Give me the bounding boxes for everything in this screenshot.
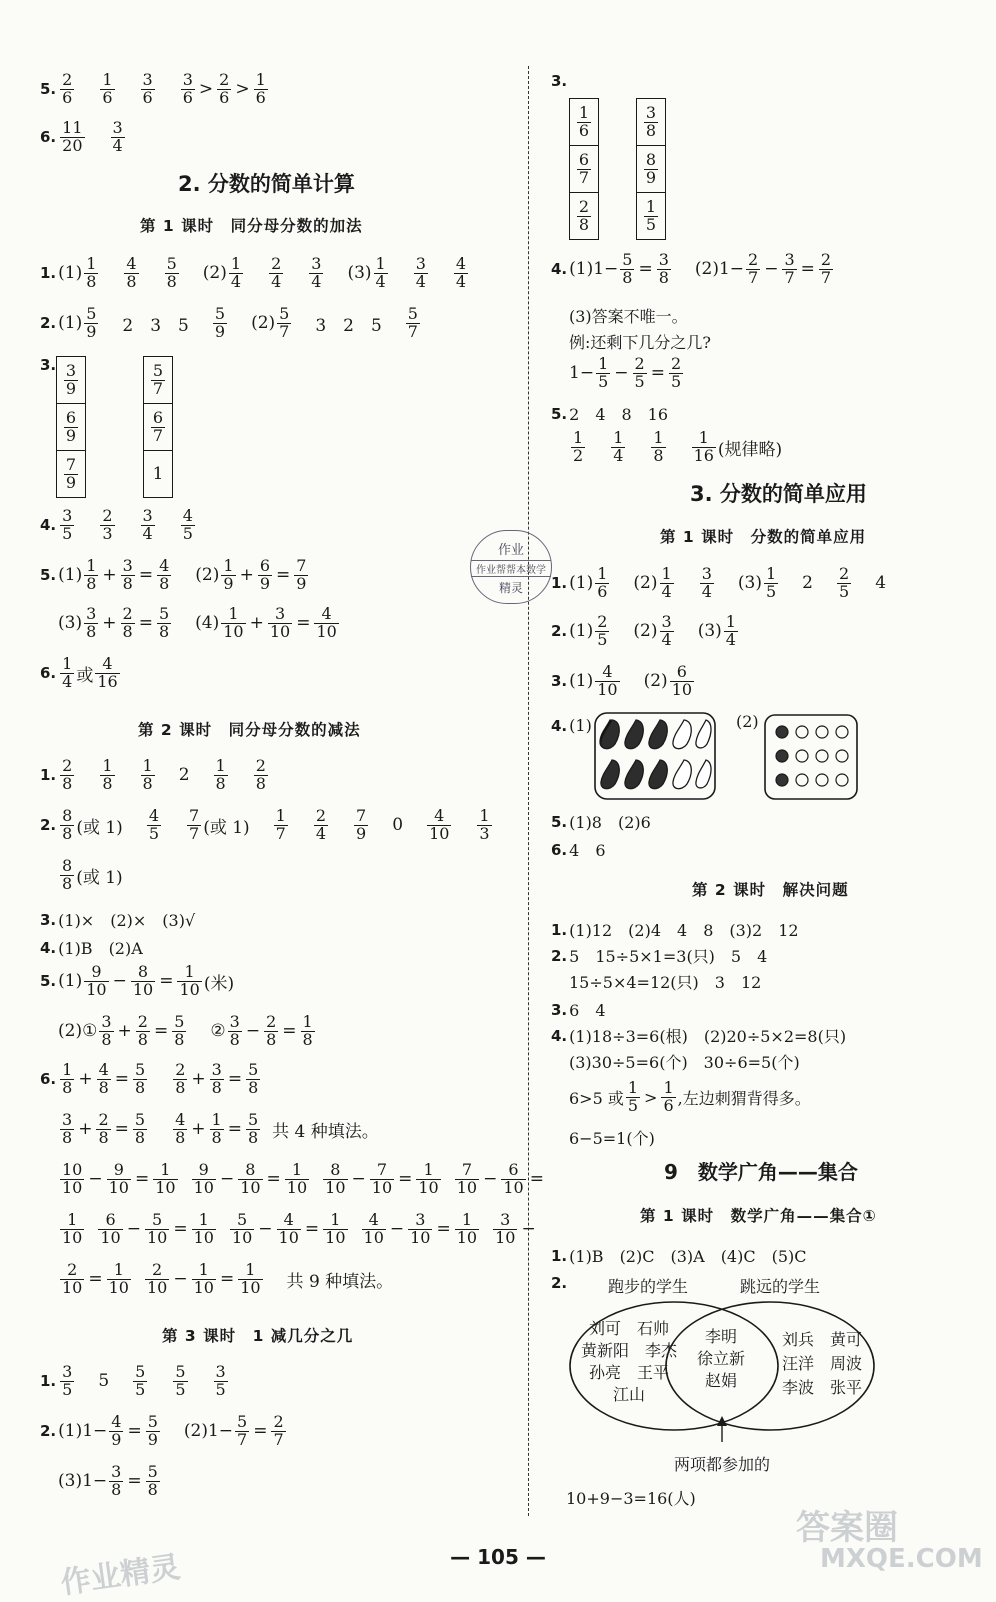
answer-b2-cont: $\frac{8}{8}$ (或 1) bbox=[62, 856, 123, 893]
answer-r4-example: 例:还剩下几分之几? bbox=[569, 333, 711, 352]
answer-r4: 4. (1)1− $\frac{5}{8}$ = $\frac{3}{8}$ (2)1− $\frac{2}{7}$ − $\frac{3}{7}$ = $\frac{2}{7}$ bbox=[551, 250, 832, 287]
venn-left-names: 刘可 石帅 黄新阳 李杰 孙亮 王平 江山 bbox=[580, 1319, 677, 1404]
fraction: $\frac{3}{4}$ bbox=[112, 118, 123, 155]
stamp: 作业 作业帮帮本数学 精灵 bbox=[470, 530, 552, 604]
answer-6: 6. $\frac{11}{20}$ $\frac{3}{4}$ bbox=[40, 118, 123, 155]
chapter-title: 9 数学广角——集合 bbox=[664, 1160, 858, 1184]
lesson-title: 第 2 课时 同分母分数的减法 bbox=[138, 721, 361, 739]
answer-a1: 1. (1) $\frac{1}{8}$ $\frac{4}{8}$ $\frac{5}{8}$ (2) $\frac{1}{4}$ $\frac{2}{4}$ $\frac{3}{4}$ (3) $\frac{1}{4}$ $\frac{3}{4}$ $\frac{4}{4}$ bbox=[40, 254, 467, 291]
answer-t4-result: 6−5=1(个) bbox=[569, 1129, 655, 1148]
answer-b6: 6. $\frac{1}{8}$ + $\frac{4}{8}$ = $\frac{5}{8}$ $\frac{2}{8}$ + $\frac{3}{8}$ = $\frac{5}{8}$ bbox=[40, 1060, 259, 1097]
answer-s6: 6. 4 6 bbox=[551, 840, 606, 860]
answer-t2-cont: 15÷5×4=12(只) 3 12 bbox=[569, 973, 762, 992]
answer-b3: 3. (1)× (2)× (3)√ bbox=[40, 910, 196, 930]
venn-middle-names: 李明 徐立新 赵娟 bbox=[696, 1327, 745, 1390]
page-number: — 105 — bbox=[450, 1545, 546, 1569]
fraction-box-column: $\frac{5}{7}$ $\frac{6}{7}$ 1 bbox=[143, 356, 173, 498]
lesson-title: 第 2 课时 解决问题 bbox=[692, 881, 849, 899]
fraction: $\frac{3}{6}$ bbox=[142, 70, 153, 107]
lesson-title: 第 1 课时 分数的简单应用 bbox=[660, 528, 867, 546]
answer-b6-row3: $\frac{10}{10}$ − $\frac{9}{10}$ = $\frac{1}{10}$ $\frac{9}{10}$ − $\frac{8}{10}$ = $\frac{1}{10}$ $\frac{8}{10}$ − $\frac{7}{10}$ = $\frac{1}{10}$ $\frac{7}{10}$ − $\frac{6}{10}$ = bbox=[62, 1160, 544, 1197]
fraction: $\frac{11}{20}$ bbox=[62, 118, 83, 155]
answer-t1: 1. (1)12 (2)4 4 8 (3)2 12 bbox=[551, 920, 799, 940]
answer-b6-row5: $\frac{2}{10}$ = $\frac{1}{10}$ $\frac{2}{10}$ − $\frac{1}{10}$ = $\frac{1}{10}$ 共 9 种填法。 bbox=[62, 1260, 394, 1297]
answer-u1: 1. (1)B (2)C (3)A (4)C (5)C bbox=[551, 1246, 807, 1266]
section-title: 2. 分数的简单计算 bbox=[178, 172, 355, 196]
answer-a2: 2. (1) $\frac{5}{9}$ 2 3 5 $\frac{5}{9}$ (2) $\frac{5}{7}$ 3 2 5 $\frac{5}{7}$ bbox=[40, 304, 418, 341]
answer-b1: 1. $\frac{2}{8}$ $\frac{1}{8}$ $\frac{1}{8}$ 2 $\frac{1}{8}$ $\frac{2}{8}$ bbox=[40, 756, 266, 793]
answer-t4: 4. (1)18÷3=6(根) (2)20÷5×2=8(只) bbox=[551, 1026, 847, 1046]
answer-b6-row4: $\frac{1}{10}$ $\frac{6}{10}$ − $\frac{5}{10}$ = $\frac{1}{10}$ $\frac{5}{10}$ − $\frac{4}{10}$ = $\frac{1}{10}$ $\frac{4}{10}$ − $\frac{3}{10}$ = $\frac{1}{10}$ $\frac{3}{10}$ − bbox=[62, 1210, 536, 1247]
answer-t3: 3. 6 4 bbox=[551, 1000, 606, 1020]
fraction-box-column: $\frac{3}{8}$ $\frac{8}{9}$ $\frac{1}{5}$ bbox=[636, 98, 666, 240]
answer-5: 5. $\frac{2}{6}$ $\frac{1}{6}$ $\frac{3}{6}$ $\frac{3}{6}$ > $\frac{2}{6}$ > $\frac{1}{6}$ bbox=[40, 70, 266, 107]
watermark-url: MXQE.COM bbox=[820, 1544, 983, 1574]
answer-a5-cont: (3) $\frac{3}{8}$ + $\frac{2}{8}$ = $\frac{5}{8}$ (4) $\frac{1}{10}$ + $\frac{3}{10}$ = $\frac{4}{10}$ bbox=[58, 604, 337, 641]
watermark-left: 作业精灵 bbox=[58, 1549, 183, 1602]
flower-grid-picture bbox=[764, 714, 858, 800]
fraction: $\frac{3}{6}$ bbox=[182, 70, 193, 107]
fraction-box-column: $\frac{3}{9}$ $\frac{6}{9}$ $\frac{7}{9}$ bbox=[56, 356, 86, 498]
answer-r4-expression: 1− $\frac{1}{5}$ − $\frac{2}{5}$ = $\frac{2}{5}$ bbox=[569, 354, 682, 391]
answer-b5-cont: (2)① $\frac{3}{8}$ + $\frac{2}{8}$ = $\frac{5}{8}$ ② $\frac{3}{8}$ − $\frac{2}{8}$ = $\frac{1}{8}$ bbox=[58, 1012, 313, 1049]
answer-s4: 4. (1) bbox=[551, 716, 592, 735]
page: 5. $\frac{2}{6}$ $\frac{1}{6}$ $\frac{3}{6}$ $\frac{3}{6}$ > $\frac{2}{6}$ > $\frac{1}{6}$ 6. $\frac{11}{20}$ $\frac{3}{4}$ 2. 分数的简单计算 第 1 课时 同分母分数的加法 1. (1) $\frac{1}{8}$ $\frac{4}{8}$ $\frac{5}{8}$ (2) $\frac{1}{4}$ $\frac{2}{4}$ $\frac{3}{4}$ (3) $\frac{1}{4}$ $\frac{3}{4}$ $\frac{4}{4}$ 2. (1) $\frac{5}{9}$ 2 3 5 $\frac{5}{9}$ (2) $\frac{5}{7}$ 3 2 5 $\frac{5}{7}$ 3. $\frac{3}{9}$ $\frac{6}{9}$ $\frac{7}{9}$ $\frac{5}{7}$ $\frac{6}{7}$ 1 4. $\frac{3}{5}$ $\frac{2}{3}$ $\frac{3}{4}$ $\frac{4}{5}$ 5. (1) $\frac{1}{8}$ + $\frac{3}{8}$ = $\frac{4}{8}$ (2) $\frac{1}{9}$ + $\frac{6}{9}$ = $\frac{7}{9}$ (3) $\frac{3}{8}$ + $\frac{2}{8}$ = $\frac{5}{8}$ (4) $\frac{1}{10}$ + $\frac{3}{10}$ = $\frac{4}{10}$ 6. $\frac{1}{4}$ 或 $\frac{4}{16}$ 第 2 课时 同分母分数的减法 1. $\frac{2}{8}$ $\frac{1}{8}$ $\frac{1}{8}$ 2 $\frac{1}{8}$ $\frac{2}{8}$ 2. $\frac{8}{8}$ (或 1) $\frac{4}{5}$ $\frac{7}{7}$ (或 1) $\frac{1}{7}$ $\frac{2}{4}$ $\frac{7}{9}$ 0 $\frac{4}{10}$ $\frac{1}{3}$ $\frac{8}{8}$ (或 1) 3. (1)× (2)× (3)√ 4. (1)B (2)A 5. (1) $\frac{9}{10}$ − $\frac{8}{10}$ = $\frac{1}{10}$ (米) (2)① $\frac{3}{8}$ + $\frac{2}{8}$ = $\frac{5}{8}$ ② $\frac{3}{8}$ − $\frac{2}{8}$ = $\frac{1}{8}$ 6. $\frac{1}{8}$ + $\frac{4}{8}$ = $\frac{5}{8}$ $\frac{2}{8}$ + $\frac{3}{8}$ = $\frac{5}{8}$ $\frac{3}{8}$ + $\frac{2}{8}$ = $\frac{5}{8}$ $\frac{4}{8}$ + $\frac{1}{8}$ = $\frac{5}{8}$ 共 4 种填法。 $\frac{10}{10}$ − $\frac{9}{10}$ = $\frac{1}{10}$ $\frac{9}{10}$ − $\frac{8}{10}$ = $\frac{1}{10}$ $\frac{8}{10}$ − $\frac{7}{10}$ = $\frac{1}{10}$ $\frac{7}{10}$ − $\frac{6}{10}$ = $\frac{1}{10}$ $\frac{6}{10}$ − $\frac{5}{10}$ = $\frac{1}{10}$ $\frac{5}{10}$ − $\frac{4}{10}$ = $\frac{1}{10}$ $\frac{4}{10}$ − $\frac{3}{10}$ = $\frac{1}{10}$ $\frac{3}{10}$ − $\frac{2}{10}$ = $\frac{1}{10}$ $\frac{2}{10}$ − $\frac{1}{10}$ = $\frac{1}{10}$ 共 9 种填法。 第 3 课时 1 减几分之几 1. $\frac{3}{5}$ 5 $\frac{5}{5}$ $\frac{5}{5}$ $\frac{3}{5}$ 2. (1)1− $\frac{4}{9}$ = $\frac{5}{9}$ (2)1− $\frac{5}{7}$ = $\frac{2}{7}$ (3)1− $\frac{3}{8}$ = $\frac{5}{8}$ 3. $\frac{1}{6}$ $\frac{6}{7}$ $\frac{2}{8}$ $\frac{3}{8}$ $\frac{8}{9}$ $\frac{1}{5}$ 4. (1)1− $\frac{5}{8}$ = $\frac{3}{8}$ (2)1− $\frac{2}{7}$ − $\frac{3}{7}$ = $\frac{2}{7}$ (3)答案不唯一。 例:还剩下几分之几? 1− $\frac{1}{5}$ − $\frac{2}{5}$ = $\frac{2}{5}$ 5. 2 4 8 16 $\frac{1}{2}$ $\frac{1}{4}$ $\frac{1}{8}$ $\frac{1}{16}$ (规律略) 3. 分数的简单应用 第 1 课时 分数的简单应用 作业 作业帮帮本数学 精灵 1. (1) $\frac{1}{6}$ (2) $\frac{1}{4}$ $\frac{3}{4}$ (3) $\frac{1}{5}$ 2 $\frac{2}{5}$ 4 2. (1) $\frac{2}{5}$ (2) $\frac{3}{4}$ (3) $\frac{1}{4}$ 3. (1) $\frac{4}{10}$ (2) $\frac{6}{10}$ 4. (1) (2) 5. (1)8 (2)6 6. 4 6 第 2 课时 解决问题 1. (1)12 (2)4 4 8 (3)2 12 2. 5 15÷5×1=3(只) 5 4 15÷5×4=12(只) 3 12 3. 6 4 4. (1)18÷3=6(根) (2)20÷5×2=8(只) (3)30÷5=6(个) 30÷6=5(个) 6>5 或 $\frac{1}{5}$ > $\frac{1}{6}$ ,左边刺猬背得多。 6−5=1(个) 9 数学广角——集合 第 1 课时 数学广角——集合① 1. (1)B (2)C (3)A (4)C (5)C 2. 跑步的学生 跳远的学生 刘可 石帅 黄新阳 李杰 孙亮 王平 江山 李明 徐立新 赵娟 刘兵 黄可 汪洋 周波 李波 张平 两项都参加的 10+9−3=16(人) — 105 — 答案圈 MXQE.COM 作业精灵 bbox=[0, 0, 996, 1600]
venn-label-running: 跑步的学生 bbox=[608, 1277, 689, 1296]
answer-t4-cont: (3)30÷5=6(个) 30÷6=5(个) bbox=[569, 1053, 800, 1072]
fraction: $\frac{1}{6}$ bbox=[102, 70, 113, 107]
answer-t2: 2. 5 15÷5×1=3(只) 5 4 bbox=[551, 946, 768, 966]
answer-s3: 3. (1) $\frac{4}{10}$ (2) $\frac{6}{10}$ bbox=[551, 662, 693, 699]
lesson-title: 第 3 课时 1 减几分之几 bbox=[162, 1327, 354, 1345]
answer-b6-row2: $\frac{3}{8}$ + $\frac{2}{8}$ = $\frac{5}{8}$ $\frac{4}{8}$ + $\frac{1}{8}$ = $\frac{5}{8}$ 共 4 种填法。 bbox=[62, 1110, 379, 1147]
venn-label-both: 两项都参加的 bbox=[674, 1455, 771, 1474]
answer-r4-note: (3)答案不唯一。 bbox=[569, 307, 688, 326]
answer-c2-cont: (3)1− $\frac{3}{8}$ = $\frac{5}{8}$ bbox=[58, 1462, 158, 1499]
answer-c1: 1. $\frac{3}{5}$ 5 $\frac{5}{5}$ $\frac{5}{5}$ $\frac{3}{5}$ bbox=[40, 1362, 226, 1399]
answer-u3: 10+9−3=16(人) bbox=[566, 1489, 696, 1508]
answer-a6: 6. $\frac{1}{4}$ 或 $\frac{4}{16}$ bbox=[40, 654, 118, 691]
flower-icon bbox=[776, 726, 848, 786]
answer-a4: 4. $\frac{3}{5}$ $\frac{2}{3}$ $\frac{3}{4}$ $\frac{4}{5}$ bbox=[40, 506, 193, 543]
venn-right-names: 刘兵 黄可 汪洋 周波 李波 张平 bbox=[781, 1330, 862, 1397]
answer-s2: 2. (1) $\frac{2}{5}$ (2) $\frac{3}{4}$ (3) $\frac{1}{4}$ bbox=[551, 612, 736, 649]
answer-s1: 1. (1) $\frac{1}{6}$ (2) $\frac{1}{4}$ $\frac{3}{4}$ (3) $\frac{1}{5}$ 2 $\frac{2}{5}$ 4 bbox=[551, 564, 887, 601]
eggplant-picture bbox=[594, 712, 716, 800]
column-divider bbox=[528, 66, 529, 1516]
watermark-logo: 答案圈 bbox=[796, 1508, 898, 1548]
answer-t4-compare: 6>5 或 $\frac{1}{5}$ > $\frac{1}{6}$ ,左边刺猬背得多。 bbox=[569, 1078, 811, 1115]
answer-r5: 5. 2 4 8 16 bbox=[551, 404, 669, 424]
fraction: $\frac{1}{6}$ bbox=[255, 70, 266, 107]
answer-b2: 2. $\frac{8}{8}$ (或 1) $\frac{4}{5}$ $\frac{7}{7}$ (或 1) $\frac{1}{7}$ $\frac{2}{4}$ $\frac{7}{9}$ 0 $\frac{4}{10}$ $\frac{1}{3}$ bbox=[40, 806, 490, 843]
fraction: $\frac{2}{6}$ bbox=[219, 70, 230, 107]
answer-c2: 2. (1)1− $\frac{4}{9}$ = $\frac{5}{9}$ (2)1− $\frac{5}{7}$ = $\frac{2}{7}$ bbox=[40, 1412, 284, 1449]
venn-label-long-jump: 跳远的学生 bbox=[740, 1277, 821, 1296]
answer-r5-fractions: $\frac{1}{2}$ $\frac{1}{4}$ $\frac{1}{8}$ $\frac{1}{16}$ (规律略) bbox=[573, 428, 783, 465]
lesson-title: 第 1 课时 数学广角——集合① bbox=[640, 1207, 877, 1225]
answer-s5: 5. (1)8 (2)6 bbox=[551, 812, 651, 832]
answer-b4: 4. (1)B (2)A bbox=[40, 938, 143, 958]
fraction-box-column: $\frac{1}{6}$ $\frac{6}{7}$ $\frac{2}{8}$ bbox=[569, 98, 599, 240]
section-title: 3. 分数的简单应用 bbox=[690, 482, 867, 506]
answer-s4-part2: (2) bbox=[736, 712, 759, 731]
lesson-title: 第 1 课时 同分母分数的加法 bbox=[140, 217, 363, 235]
answer-a5: 5. (1) $\frac{1}{8}$ + $\frac{3}{8}$ = $\frac{4}{8}$ (2) $\frac{1}{9}$ + $\frac{6}{9}$ = $\frac{7}{9}$ bbox=[40, 556, 307, 593]
answer-b5: 5. (1) $\frac{9}{10}$ − $\frac{8}{10}$ = $\frac{1}{10}$ (米) bbox=[40, 962, 235, 999]
fraction: $\frac{2}{6}$ bbox=[62, 70, 73, 107]
